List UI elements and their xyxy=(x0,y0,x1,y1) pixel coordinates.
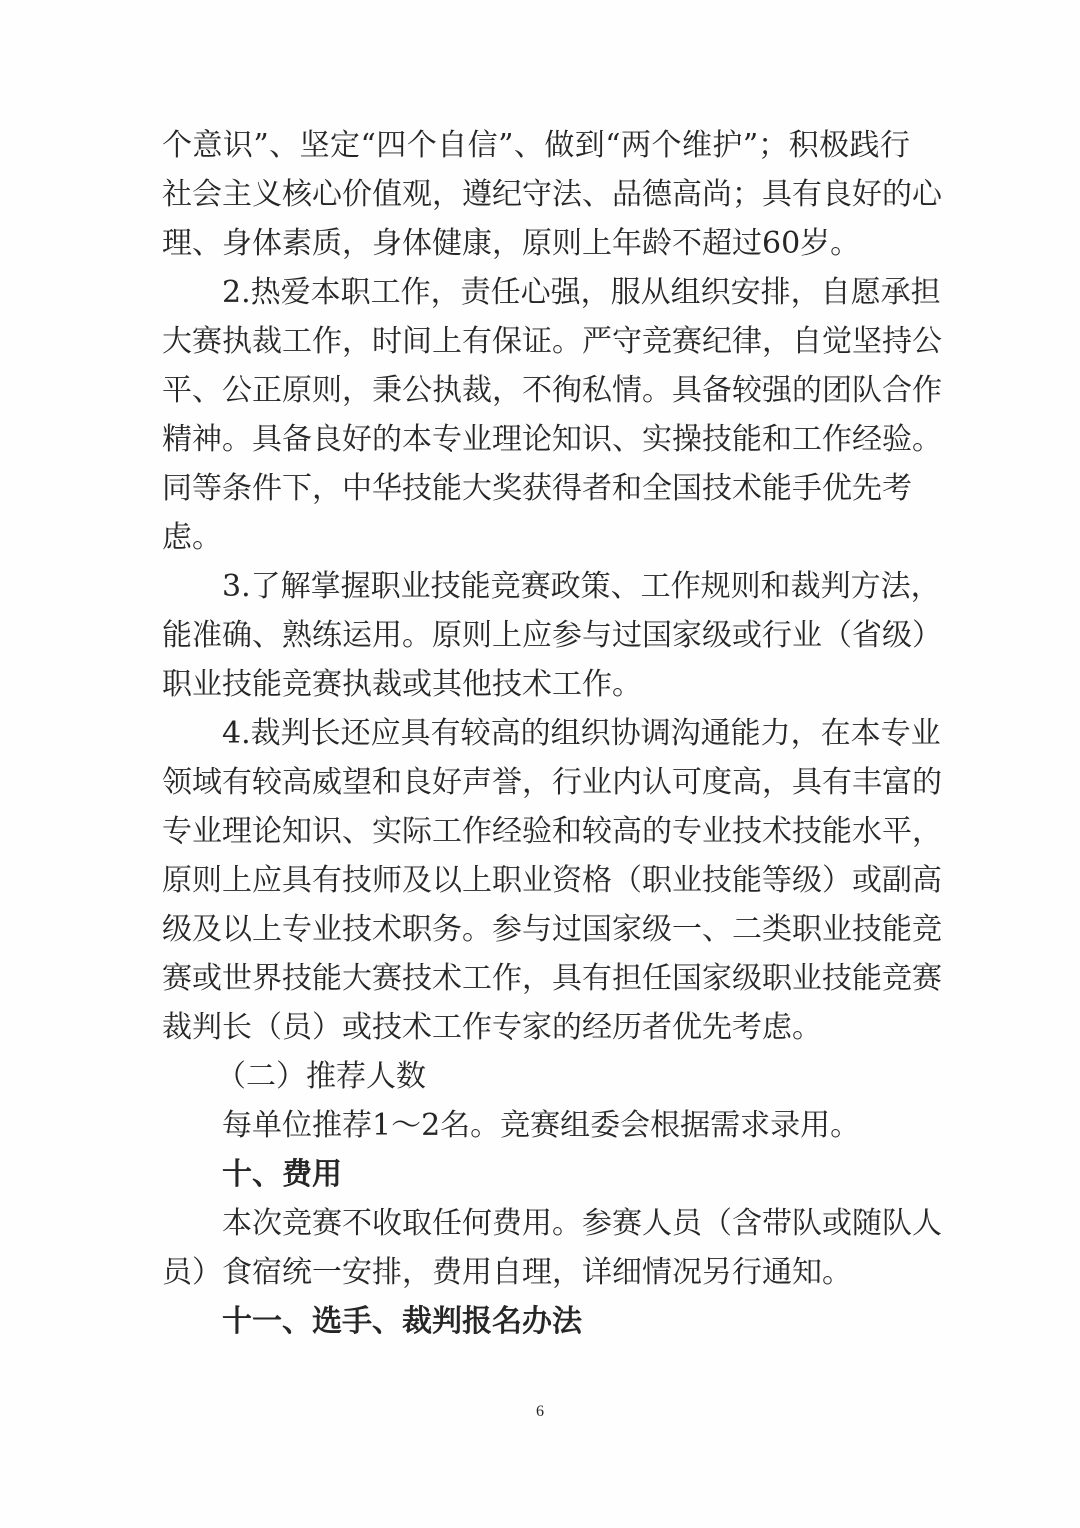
body-line: 大赛执裁工作，时间上有保证。严守竞赛纪律，自觉坚持公 xyxy=(162,324,942,359)
section-heading: 十、费用 xyxy=(222,1157,342,1192)
body-line: 专业理论知识、实际工作经验和较高的专业技术技能水平， xyxy=(162,814,942,849)
subsection-heading: （二）推荐人数 xyxy=(216,1059,426,1094)
body-line: 虑。 xyxy=(162,520,222,555)
body-line: 3.了解掌握职业技能竞赛政策、工作规则和裁判方法， xyxy=(222,569,941,604)
section-heading: 十一、选手、裁判报名办法 xyxy=(222,1304,582,1339)
body-line: 个意识”、坚定“四个自信”、做到“两个维护”；积极践行 xyxy=(162,128,910,163)
body-line: 2.热爱本职工作，责任心强，服从组织安排，自愿承担 xyxy=(222,275,941,310)
page-number: 6 xyxy=(536,1403,544,1420)
body-line: 理、身体素质，身体健康，原则上年龄不超过60岁。 xyxy=(162,226,861,261)
body-line: 裁判长（员）或技术工作专家的经历者优先考虑。 xyxy=(162,1010,822,1045)
body-line: 平、公正原则，秉公执裁，不徇私情。具备较强的团队合作 xyxy=(162,373,942,408)
body-line: 4.裁判长还应具有较高的组织协调沟通能力，在本专业 xyxy=(222,716,941,751)
body-line: 每单位推荐1～2名。竞赛组委会根据需求录用。 xyxy=(222,1108,861,1143)
body-line: 职业技能竞赛执裁或其他技术工作。 xyxy=(162,667,642,702)
body-line: 原则上应具有技师及以上职业资格（职业技能等级）或副高 xyxy=(162,863,942,898)
body-line: 社会主义核心价值观，遵纪守法、品德高尚；具有良好的心 xyxy=(162,177,942,212)
body-line: 精神。具备良好的本专业理论知识、实操技能和工作经验。 xyxy=(162,422,942,457)
body-line: 能准确、熟练运用。原则上应参与过国家级或行业（省级） xyxy=(162,618,942,653)
body-line: 同等条件下，中华技能大奖获得者和全国技术能手优先考 xyxy=(162,471,912,506)
body-line: 员）食宿统一安排，费用自理，详细情况另行通知。 xyxy=(162,1255,852,1290)
body-line: 赛或世界技能大赛技术工作，具有担任国家级职业技能竞赛 xyxy=(162,961,942,996)
body-line: 领域有较高威望和良好声誉，行业内认可度高，具有丰富的 xyxy=(162,765,942,800)
body-line: 本次竞赛不收取任何费用。参赛人员（含带队或随队人 xyxy=(222,1206,942,1241)
body-line: 级及以上专业技术职务。参与过国家级一、二类职业技能竞 xyxy=(162,912,942,947)
